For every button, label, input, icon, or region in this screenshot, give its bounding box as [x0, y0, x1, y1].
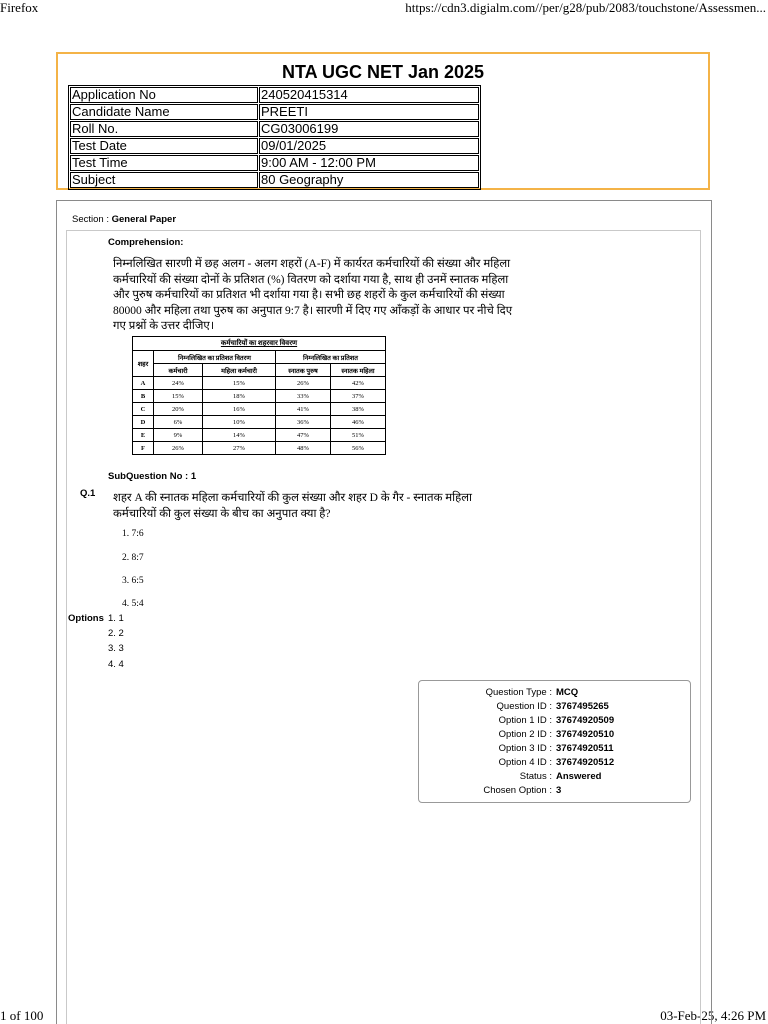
candidate-info-box — [56, 52, 710, 190]
info-key: Option 4 ID : — [498, 757, 552, 768]
info-value: 37674920512 — [556, 757, 615, 768]
header-graduate-male: स्नातक पुरुष — [276, 364, 331, 377]
value-cell: 18% — [203, 390, 276, 403]
info-value: 37674920509 — [556, 715, 615, 726]
table-row — [133, 377, 386, 390]
candidate-table — [68, 85, 481, 190]
info-key: Question ID : — [496, 701, 552, 712]
print-footer-datetime: 03-Feb-25, 4:26 PM — [660, 1008, 766, 1023]
info-value: 37674920511 — [556, 743, 614, 754]
value-cell: 14% — [203, 429, 276, 442]
value-cell: 24% — [154, 377, 203, 390]
value-cell: 16% — [203, 403, 276, 416]
value-cell: 36% — [276, 416, 331, 429]
cell-value: PREETI — [259, 104, 479, 120]
option-number-1: 1. 1 — [108, 613, 124, 624]
info-key: Question Type : — [485, 687, 552, 698]
subquestion-label: SubQuestion No : 1 — [108, 471, 197, 482]
info-question-id — [419, 700, 690, 714]
table-header-row — [133, 351, 386, 364]
table-row — [70, 155, 479, 171]
table-caption-row — [133, 337, 386, 351]
info-key: Option 1 ID : — [498, 715, 552, 726]
info-value: Answered — [556, 771, 602, 782]
header-group-distribution: निम्नलिखित का प्रतिशत वितरण — [154, 351, 276, 364]
city-cell: F — [133, 442, 154, 455]
comprehension-passage: निम्नलिखित सारणी में छह अलग - अलग शहरों (A-F) में कार्यरत कर्मचारियों की संख्या और महिला कर्मचारियों की संख्या दोनों के प्रतिशत (%) वितरण को दर्शाया गया है, साथ ही उनमें स्नातक महिला और पुरुष कर्मचारियों का प्रतिशत भी दर्शाया गया है। सभी छह शहरों के कुल कर्मचारियों की संख्या 80000 और महिला तथा पुरुष का अनुपात 9:7 है। सारणी में दिए गए आँकड़ों के आधार पर नीचे दिए गए प्रश्नों के उत्तर दीजिए। — [113, 258, 513, 332]
info-key: Option 2 ID : — [498, 729, 552, 740]
info-value: 37674920510 — [556, 729, 615, 740]
city-cell: D — [133, 416, 154, 429]
info-value: 3 — [556, 785, 562, 796]
print-header-url: https://cdn3.digialm.com//per/g28/pub/2083/touchstone/Assessmen... — [405, 0, 766, 15]
info-question-type — [419, 686, 690, 700]
table-row — [70, 104, 479, 120]
exam-title: NTA UGC NET Jan 2025 — [281, 62, 485, 82]
info-value: 3767495265 — [556, 701, 609, 712]
value-cell: 20% — [154, 403, 203, 416]
value-cell: 37% — [331, 390, 386, 403]
value-cell: 33% — [276, 390, 331, 403]
table-row — [133, 403, 386, 416]
question-info-box — [418, 680, 691, 803]
option-number-4: 4. 4 — [108, 659, 124, 670]
value-cell: 56% — [331, 442, 386, 455]
value-cell: 27% — [203, 442, 276, 455]
cell-value: 9:00 AM - 12:00 PM — [259, 155, 479, 171]
value-cell: 51% — [331, 429, 386, 442]
info-key: Option 3 ID : — [498, 743, 552, 754]
answer-choice-3: 3. 6:5 — [122, 576, 144, 586]
value-cell: 15% — [203, 377, 276, 390]
header-female-employees: महिला कर्मचारी — [203, 364, 276, 377]
info-chosen-option — [419, 784, 690, 798]
value-cell: 9% — [154, 429, 203, 442]
answer-choice-1: 1. 7:6 — [122, 529, 144, 539]
info-option1-id — [419, 714, 690, 728]
city-cell: A — [133, 377, 154, 390]
header-group-percentage: निम्नलिखित का प्रतिशत — [276, 351, 386, 364]
city-cell: E — [133, 429, 154, 442]
value-cell: 46% — [331, 416, 386, 429]
cell-label: Subject — [70, 172, 258, 188]
table-row — [133, 390, 386, 403]
cell-label: Application No — [70, 87, 258, 103]
section-name: General Paper — [111, 214, 177, 225]
value-cell: 10% — [203, 416, 276, 429]
table-row — [133, 429, 386, 442]
value-cell: 47% — [276, 429, 331, 442]
cell-label: Roll No. — [70, 121, 258, 137]
table-row — [133, 442, 386, 455]
value-cell: 41% — [276, 403, 331, 416]
table-row — [70, 87, 479, 103]
city-cell: B — [133, 390, 154, 403]
table-row — [133, 416, 386, 429]
header-graduate-female: स्नातक महिला — [331, 364, 386, 377]
cell-label: Test Date — [70, 138, 258, 154]
table-row — [70, 121, 479, 137]
header-city: शहर — [133, 351, 154, 377]
comprehension-label: Comprehension: — [108, 237, 184, 248]
data-table — [132, 336, 386, 455]
question-text: शहर A की स्नातक महिला कर्मचारियों की कुल संख्या और शहर D के गैर - स्नातक महिला कर्मचारियों की कुल संख्या के बीच का अनुपात क्या है? — [113, 492, 473, 520]
info-status — [419, 770, 690, 784]
value-cell: 38% — [331, 403, 386, 416]
question-number: Q.1 — [80, 488, 96, 499]
option-number-2: 2. 2 — [108, 628, 124, 639]
table-caption: कर्मचारियों का शहरवार विवरण — [133, 337, 386, 351]
info-key: Status : — [519, 771, 552, 782]
value-cell: 42% — [331, 377, 386, 390]
cell-value: 09/01/2025 — [259, 138, 479, 154]
section-heading — [72, 214, 176, 225]
answer-choice-2: 2. 8:7 — [122, 553, 144, 563]
city-cell: C — [133, 403, 154, 416]
cell-label: Candidate Name — [70, 104, 258, 120]
option-number-3: 3. 3 — [108, 643, 124, 654]
answer-choice-4: 4. 5:4 — [122, 599, 144, 609]
print-footer-page: 1 of 100 — [0, 1008, 44, 1023]
table-row — [70, 138, 479, 154]
value-cell: 6% — [154, 416, 203, 429]
cell-value: 240520415314 — [259, 87, 479, 103]
cell-value: CG03006199 — [259, 121, 479, 137]
info-option2-id — [419, 728, 690, 742]
value-cell: 26% — [276, 377, 331, 390]
info-option3-id — [419, 742, 690, 756]
cell-value: 80 Geography — [259, 172, 479, 188]
table-subheader-row — [133, 364, 386, 377]
section-prefix: Section : — [72, 214, 112, 225]
value-cell: 15% — [154, 390, 203, 403]
print-header-browser: Firefox — [0, 0, 39, 15]
value-cell: 26% — [154, 442, 203, 455]
table-row — [70, 172, 479, 188]
header-employees: कर्मचारी — [154, 364, 203, 377]
cell-label: Test Time — [70, 155, 258, 171]
value-cell: 48% — [276, 442, 331, 455]
info-value: MCQ — [556, 687, 579, 698]
options-label: Options — [68, 613, 104, 624]
info-option4-id — [419, 756, 690, 770]
info-key: Chosen Option : — [483, 785, 552, 796]
